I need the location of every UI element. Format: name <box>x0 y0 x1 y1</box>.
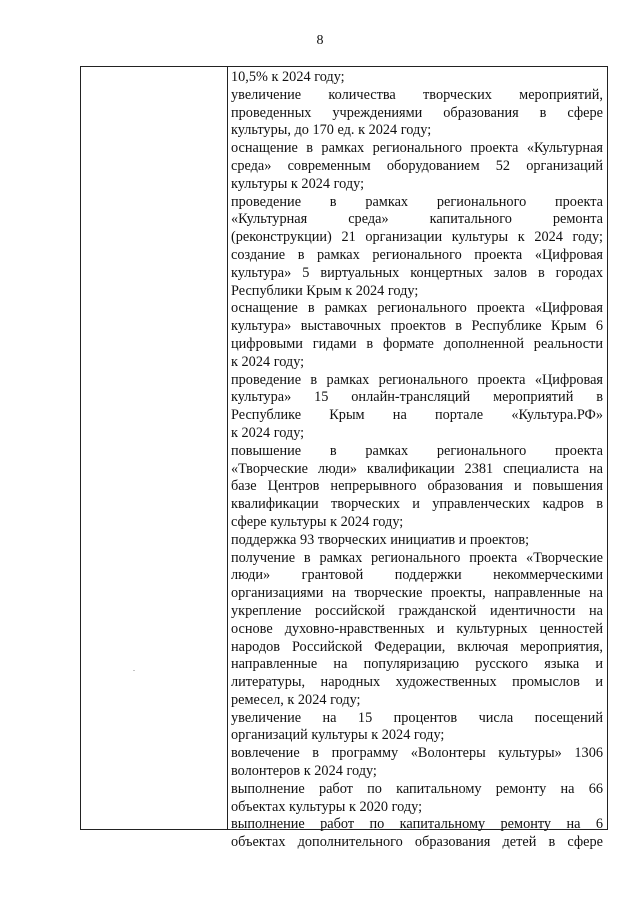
text-line: среда» современным оборудованием 52 организаций <box>231 157 603 174</box>
text-line: организаций культуры к 2024 году; <box>231 727 445 744</box>
text-line: «Творческие люди» квалификации 2381 специалиста на <box>231 460 603 477</box>
table-left-column <box>81 67 228 829</box>
text-line: народов Российской Федерации, включая мероприятия, <box>231 638 603 655</box>
text-line: организациями на творческие проекты, направленные на <box>231 585 603 602</box>
text-line: увеличение количества творческих мероприятий, <box>231 86 603 103</box>
text-line: к 2024 году; <box>231 353 305 370</box>
text-line: культура» 15 онлайн-трансляций мероприятий в <box>231 389 603 406</box>
text-line: повышение в рамках регионального проекта <box>231 442 603 459</box>
text-line: выполнение работ по капитальному ремонту на 66 <box>231 780 603 797</box>
table-right-column <box>228 67 607 851</box>
text-line: «Культурная среда» капитального ремонта <box>231 211 603 228</box>
text-line: люди» грантовой поддержки некоммерческими <box>231 567 603 584</box>
text-line: поддержка 93 творческих инициатив и проектов; <box>231 531 530 548</box>
text-line: создание в рамках регионального проекта «Цифровая <box>231 246 603 263</box>
text-line: основе духовно-нравственных и культурных ценностей <box>231 620 603 637</box>
text-line: литературы, народных художественных промыслов и <box>231 674 603 691</box>
text-line: выполнение работ по капитальному ремонту на 6 <box>231 816 603 833</box>
text-line: вовлечение в программу «Волонтеры культуры» 1306 <box>231 745 603 762</box>
document-table <box>80 66 608 851</box>
text-line: проведенных учреждениями образования в сфере <box>231 104 603 121</box>
text-line: волонтеров к 2024 году; <box>231 763 377 780</box>
left-column-mark: . <box>133 664 135 673</box>
text-line: оснащение в рамках регионального проекта «Культурная <box>231 140 603 157</box>
text-line: Республики Крым к 2024 году; <box>231 282 419 299</box>
text-line: Республике Крым на портале «Культура.РФ» <box>231 407 603 424</box>
text-line: 10,5% к 2024 году; <box>231 69 345 85</box>
text-line: культуры, до 170 ед. к 2024 году; <box>231 122 432 139</box>
text-line: проведение в рамках регионального проекта <box>231 193 603 210</box>
page-number: 8 <box>316 33 324 48</box>
text-line: ремесел, к 2024 году; <box>231 691 361 708</box>
text-line: к 2024 году; <box>231 424 305 441</box>
text-line: цифровыми гидами в формате дополненной реальности <box>231 335 603 352</box>
text-line: оснащение в рамках регионального проекта «Цифровая <box>231 300 603 317</box>
text-line: культура» выставочных проектов в Республике Крым 6 <box>231 318 603 335</box>
text-line: квалификации творческих и управленческих кадров в <box>231 496 603 513</box>
text-line: проведение в рамках регионального проекта «Цифровая <box>231 371 603 388</box>
text-line: укрепление российской гражданской идентичности на <box>231 602 603 619</box>
text-line: (реконструкции) 21 организации культуры к 2024 году; <box>231 229 603 246</box>
text-line: объектах культуры к 2020 году; <box>231 798 423 815</box>
text-line: сфере культуры к 2024 году; <box>231 513 404 530</box>
text-line: увеличение на 15 процентов числа посещений <box>231 709 603 726</box>
text-line: объектах дополнительного образования детей в сфере <box>231 834 603 851</box>
text-line: культура» 5 виртуальных концертных залов в городах <box>231 264 603 281</box>
text-line: направленные на популяризацию русского языка и <box>231 656 603 673</box>
text-line: базе Центров непрерывного образования и повышения <box>231 478 603 495</box>
text-line: получение в рамках регионального проекта «Творческие <box>231 549 603 566</box>
text-line: культуры к 2024 году; <box>231 175 365 192</box>
